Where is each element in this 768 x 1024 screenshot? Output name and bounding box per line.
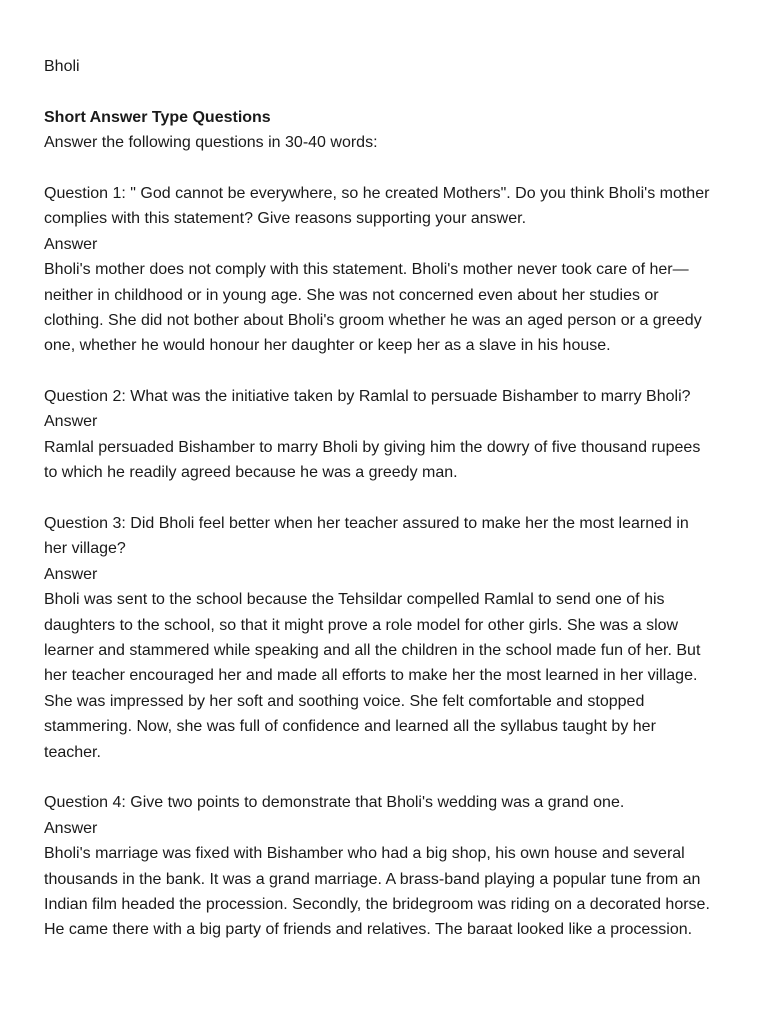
answer-label: Answer: [44, 413, 98, 431]
answer-2-line-1: Ramlal persuaded Bishamber to marry Bholi by giving him the dowry of five thousand rupees: [44, 438, 701, 456]
answer-4-line-3: Indian film headed the procession. Secondly, the bridegroom was riding on a decorated horse.: [44, 895, 710, 913]
question-1-text-line-1: Question 1: " God cannot be everywhere, so he created Mothers". Do you think Bholi's mother: [44, 184, 710, 202]
answer-1-line-3: clothing. She did not bother about Bholi's groom whether he was an aged person or a greedy: [44, 311, 702, 329]
spacer: [44, 359, 734, 384]
question-4-text-line-1: Question 4: Give two points to demonstrate that Bholi's wedding was a grand one.: [44, 794, 625, 812]
answer-3-line-3: learner and stammered while speaking and all the children in the school made fun of her. But: [44, 641, 701, 659]
answer-label: Answer: [44, 565, 98, 583]
question-3-text-line-2: her village?: [44, 540, 126, 558]
answer-3-line-7: teacher.: [44, 743, 101, 761]
answer-3-line-5: She was impressed by her soft and soothing voice. She felt comfortable and stopped: [44, 692, 645, 710]
answer-label: Answer: [44, 819, 98, 837]
question-2-block: [44, 384, 734, 486]
spacer: [44, 156, 734, 181]
spacer: [44, 79, 734, 104]
document-title: Bholi: [44, 58, 80, 75]
answer-3-line-4: her teacher encouraged her and made all efforts to make her the most learned in her village.: [44, 667, 698, 685]
answer-4-line-1: Bholi's marriage was fixed with Bishamber who had a big shop, his own house and several: [44, 845, 685, 863]
section-instruction: Answer the following questions in 30-40 words:: [44, 134, 378, 152]
answer-label: Answer: [44, 235, 98, 253]
section-heading: Short Answer Type Questions: [44, 108, 271, 126]
answer-1-line-2: neither in childhood or in young age. She was not concerned even about her studies or: [44, 286, 659, 304]
answer-1-line-1: Bholi's mother does not comply with this statement. Bholi's mother never took care of her—: [44, 261, 689, 279]
question-4-block: [44, 790, 734, 942]
answer-4-line-2: thousands in the bank. It was a grand marriage. A brass-band playing a popular tune from an: [44, 870, 701, 888]
question-1-text-line-2: complies with this statement? Give reasons supporting your answer.: [44, 210, 527, 228]
answer-2-line-2: to which he readily agreed because he was a greedy man.: [44, 464, 458, 482]
document-page: [44, 54, 734, 943]
question-1-block: [44, 181, 734, 359]
answer-1-line-4: one, whether he would honour her daughter or keep her as a slave in his house.: [44, 337, 611, 355]
spacer: [44, 486, 734, 511]
answer-4-line-4: He came there with a big party of friends and relatives. The baraat looked like a procession.: [44, 921, 693, 939]
spacer: [44, 765, 734, 790]
question-2-text-line-1: Question 2: What was the initiative taken by Ramlal to persuade Bishamber to marry Bholi?: [44, 388, 691, 406]
question-3-text-line-1: Question 3: Did Bholi feel better when her teacher assured to make her the most learned in: [44, 515, 689, 533]
question-3-block: [44, 511, 734, 765]
answer-3-line-1: Bholi was sent to the school because the Tehsildar compelled Ramlal to send one of his: [44, 591, 665, 609]
answer-3-line-6: stammering. Now, she was full of confidence and learned all the syllabus taught by her: [44, 718, 656, 736]
answer-3-line-2: daughters to the school, so that it might prove a role model for other girls. She was a slow: [44, 616, 679, 634]
